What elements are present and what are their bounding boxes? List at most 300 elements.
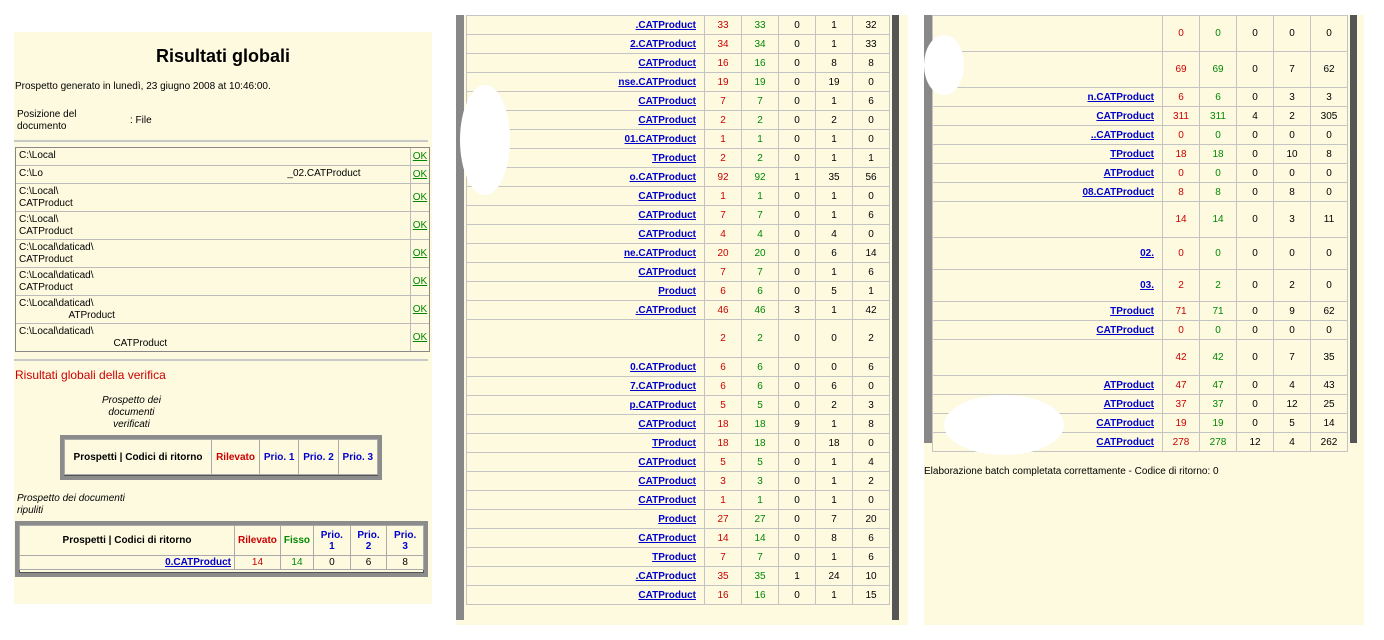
document-link[interactable]: 08.CATProduct [933,183,1163,202]
table-row [467,263,890,282]
table-row [933,238,1348,270]
value-prio1: 0 [779,16,816,35]
value-prio3: 8 [387,556,424,570]
col-rilevato: Rilevato [235,526,281,556]
cleaned-table [15,521,428,577]
document-link[interactable]: ATProduct [933,395,1163,414]
value-rilevato: 0 [1163,126,1200,145]
value-rilevato: 6 [705,282,742,301]
value-prio3: 15 [853,586,890,605]
value-prio1: 0 [314,556,351,570]
value-rilevato: 2 [705,111,742,130]
file-row [16,148,429,166]
value-prio3: 0 [853,187,890,206]
value-prio3: 0 [1311,183,1348,202]
value-prio3: 6 [853,529,890,548]
value-fisso: 7 [742,548,779,567]
value-fisso: 37 [1200,395,1237,414]
value-prio1: 0 [779,244,816,263]
value-rilevato: 14 [705,529,742,548]
document-link[interactable]: 7.CATProduct [467,377,705,396]
value-prio3: 62 [1311,52,1348,88]
file-row [16,268,429,296]
ok-link[interactable]: OK [412,192,428,203]
value-fisso: 0 [1200,16,1237,52]
table-row [467,529,890,548]
document-link[interactable]: CATProduct [467,529,705,548]
table-row [467,149,890,168]
ok-link[interactable]: OK [412,220,428,231]
value-fisso: 2 [1200,270,1237,302]
value-prio2: 1 [816,301,853,320]
value-prio1: 0 [1237,16,1274,52]
col-prio2: Prio. 2 [299,440,338,475]
table-row [933,107,1348,126]
document-link[interactable]: CATProduct [933,414,1163,433]
table-row [933,302,1348,321]
divider [14,140,428,142]
value-rilevato: 2 [705,320,742,358]
redaction [944,395,1064,455]
value-prio2: 2 [816,111,853,130]
value-fisso: 14 [742,529,779,548]
value-prio3: 1 [853,149,890,168]
value-rilevato: 0 [1163,16,1200,52]
ok-link[interactable]: OK [412,151,428,162]
table-row [467,92,890,111]
table-row [467,206,890,225]
position-label: Posizione del documento [17,109,77,132]
batch-status: Elaborazione batch completata correttamente - Codice di ritorno: 0 [924,466,1219,477]
value-fisso: 46 [742,301,779,320]
value-prio1: 0 [779,377,816,396]
file-list [15,147,430,352]
value-fisso: 2 [742,149,779,168]
cleaned-caption: Prospetto dei documenti ripuliti [17,493,125,516]
value-prio2: 1 [816,130,853,149]
value-prio3: 56 [853,168,890,187]
value-prio2: 9 [1274,302,1311,321]
value-fisso: 20 [742,244,779,263]
value-prio1: 0 [1237,302,1274,321]
document-link[interactable]: CATProduct [467,206,705,225]
value-prio2: 6 [350,556,387,570]
value-prio2: 4 [816,225,853,244]
value-fisso: 2 [742,111,779,130]
value-prio1: 0 [1237,321,1274,340]
table-row [467,111,890,130]
value-prio1: 9 [779,415,816,434]
document-link[interactable]: CATProduct [467,263,705,282]
value-rilevato: 6 [705,358,742,377]
value-rilevato: 5 [705,396,742,415]
table-row [467,567,890,586]
summary-panel [14,32,432,604]
value-fisso: 7 [742,92,779,111]
value-prio3: 33 [853,35,890,54]
value-fisso: 35 [742,567,779,586]
value-prio1: 0 [1237,164,1274,183]
document-link[interactable]: CATProduct [467,491,705,510]
value-rilevato: 278 [1163,433,1200,452]
value-prio1: 0 [779,92,816,111]
divider [14,359,428,361]
value-fisso: 1 [742,491,779,510]
ok-link[interactable]: OK [412,276,428,287]
value-rilevato: 7 [705,206,742,225]
table-row [933,16,1348,52]
value-prio3: 62 [1311,302,1348,321]
value-fisso: 4 [742,225,779,244]
document-link[interactable]: ATProduct [933,164,1163,183]
value-fisso: 71 [1200,302,1237,321]
value-fisso: 1 [742,187,779,206]
table-row [467,187,890,206]
value-prio2: 0 [1274,321,1311,340]
table-row [467,35,890,54]
document-link[interactable]: CATProduct [467,586,705,605]
document-link[interactable]: 2.CATProduct [467,35,705,54]
file-row [16,184,429,212]
value-fisso: 34 [742,35,779,54]
file-path: C:\Local [16,148,411,165]
document-link [933,52,1163,88]
table-row [467,54,890,73]
value-prio1: 4 [1237,107,1274,126]
document-link[interactable]: TProduct [467,548,705,567]
value-prio1: 0 [1237,145,1274,164]
value-prio2: 0 [816,320,853,358]
value-prio1: 0 [779,434,816,453]
value-prio2: 7 [1274,52,1311,88]
document-link[interactable]: .CATProduct [467,301,705,320]
value-prio3: 0 [853,130,890,149]
document-link[interactable]: 0.CATProduct [20,556,235,570]
document-link[interactable]: 03. [933,270,1163,302]
value-prio1: 0 [779,187,816,206]
document-link[interactable]: ..CATProduct [933,126,1163,145]
value-prio1: 0 [779,225,816,244]
table-row [467,453,890,472]
value-rilevato: 0 [1163,238,1200,270]
value-prio1: 3 [779,301,816,320]
table-row [467,434,890,453]
value-prio3: 10 [853,567,890,586]
table-row [933,202,1348,238]
document-link [467,320,705,358]
page-title: Risultati globali [155,46,290,66]
value-prio1: 0 [1237,52,1274,88]
table-row [933,183,1348,202]
table-row [467,130,890,149]
value-prio2: 0 [816,358,853,377]
value-fisso: 6 [742,282,779,301]
document-link[interactable]: 0.CATProduct [467,358,705,377]
value-prio1: 0 [779,472,816,491]
value-prio1: 0 [1237,340,1274,376]
document-link[interactable]: CATProduct [467,111,705,130]
value-rilevato: 2 [1163,270,1200,302]
value-prio3: 0 [1311,16,1348,52]
value-prio3: 32 [853,16,890,35]
verified-caption: Prospetto dei documenti verificati [102,395,161,430]
value-rilevato: 42 [1163,340,1200,376]
value-prio2: 19 [816,73,853,92]
value-fisso: 5 [742,453,779,472]
value-prio2: 8 [816,529,853,548]
value-rilevato: 7 [705,548,742,567]
col-prospetti: Prospetti | Codici di ritorno [20,526,235,556]
value-rilevato: 18 [705,434,742,453]
value-prio3: 2 [853,472,890,491]
value-prio3: 0 [1311,321,1348,340]
value-prio1: 0 [1237,376,1274,395]
file-path: C:\Lo _02.CATProduct [16,166,411,183]
value-rilevato: 4 [705,225,742,244]
col-prio3: Prio. 3 [338,440,377,475]
value-prio3: 0 [853,111,890,130]
value-fisso: 6 [742,358,779,377]
value-prio3: 305 [1311,107,1348,126]
value-rilevato: 6 [1163,88,1200,107]
file-path: C:\Local\daticad\ ATProduct [16,296,411,323]
document-link[interactable]: CATProduct [467,472,705,491]
value-prio2: 4 [1274,376,1311,395]
value-fisso: 18 [742,434,779,453]
value-rilevato: 0 [1163,321,1200,340]
value-prio2: 5 [816,282,853,301]
value-prio1: 0 [779,548,816,567]
document-link[interactable]: TProduct [467,149,705,168]
value-prio3: 6 [853,206,890,225]
value-fisso: 311 [1200,107,1237,126]
value-prio2: 1 [816,149,853,168]
value-prio1: 0 [779,510,816,529]
value-rilevato: 0 [1163,164,1200,183]
value-prio2: 0 [1274,126,1311,145]
value-fisso: 19 [742,73,779,92]
value-fisso: 33 [742,16,779,35]
value-rilevato: 35 [705,567,742,586]
value-prio1: 0 [779,54,816,73]
value-prio1: 0 [779,282,816,301]
value-prio2: 8 [1274,183,1311,202]
document-link[interactable]: ne.CATProduct [467,244,705,263]
value-rilevato: 7 [705,92,742,111]
value-prio2: 5 [1274,414,1311,433]
value-rilevato: 1 [705,187,742,206]
value-fisso: 0 [1200,321,1237,340]
left-border [456,15,464,620]
document-link[interactable]: o.CATProduct [467,168,705,187]
table-row [467,16,890,35]
value-prio1: 0 [779,206,816,225]
ok-link[interactable]: OK [412,304,428,315]
col-prio3: Prio. 3 [387,526,424,556]
value-prio1: 12 [1237,433,1274,452]
table-row [933,164,1348,183]
document-link[interactable]: CATProduct [467,92,705,111]
document-link[interactable]: Product [467,510,705,529]
value-prio2: 6 [816,244,853,263]
value-rilevato: 47 [1163,376,1200,395]
document-link[interactable]: p.CATProduct [467,396,705,415]
value-prio1: 0 [1237,395,1274,414]
value-rilevato: 19 [705,73,742,92]
value-prio3: 43 [1311,376,1348,395]
document-link[interactable]: TProduct [933,145,1163,164]
document-link[interactable]: .CATProduct [467,16,705,35]
document-link[interactable]: Product [467,282,705,301]
value-rilevato: 92 [705,168,742,187]
table-row [467,358,890,377]
value-fisso: 1 [742,130,779,149]
value-prio3: 11 [1311,202,1348,238]
document-link[interactable]: CATProduct [933,107,1163,126]
value-prio3: 0 [853,434,890,453]
value-prio2: 1 [816,16,853,35]
value-prio1: 0 [779,73,816,92]
verify-header: Risultati globali della verifica [15,368,166,382]
value-fisso: 0 [1200,126,1237,145]
file-path: C:\Local\ CATProduct [16,212,411,239]
value-rilevato: 20 [705,244,742,263]
value-fisso: 19 [1200,414,1237,433]
value-prio1: 0 [1237,88,1274,107]
ok-link[interactable]: OK [412,169,428,180]
value-fisso: 8 [1200,183,1237,202]
value-prio1: 0 [1237,126,1274,145]
value-prio1: 1 [779,567,816,586]
redaction [924,35,964,95]
ok-link[interactable]: OK [412,332,428,343]
document-link[interactable]: ATProduct [933,376,1163,395]
table-row [467,548,890,567]
value-prio2: 4 [1274,433,1311,452]
value-fisso: 47 [1200,376,1237,395]
value-prio3: 6 [853,263,890,282]
value-prio2: 12 [1274,395,1311,414]
document-link[interactable]: TProduct [933,302,1163,321]
value-prio1: 0 [779,149,816,168]
value-prio3: 8 [853,415,890,434]
value-prio3: 2 [853,320,890,358]
value-fisso: 14 [1200,202,1237,238]
document-link[interactable]: TProduct [467,434,705,453]
table-row [467,282,890,301]
document-link[interactable]: .CATProduct [467,567,705,586]
value-prio2: 1 [816,35,853,54]
file-row [16,296,429,324]
document-link[interactable]: CATProduct [933,433,1163,452]
file-row [16,240,429,268]
value-prio1: 0 [779,586,816,605]
table-row [933,88,1348,107]
value-prio2: 1 [816,472,853,491]
col-rilevato: Rilevato [212,440,260,475]
value-rilevato: 69 [1163,52,1200,88]
document-link [933,16,1163,52]
ok-link[interactable]: OK [412,248,428,259]
value-rilevato: 19 [1163,414,1200,433]
value-prio3: 8 [1311,145,1348,164]
file-row [16,212,429,240]
value-prio2: 18 [816,434,853,453]
value-prio1: 0 [779,130,816,149]
results-table [932,15,1348,452]
value-prio3: 0 [1311,164,1348,183]
value-fisso: 0 [1200,238,1237,270]
value-prio3: 0 [1311,238,1348,270]
value-prio2: 3 [1274,202,1311,238]
value-prio2: 2 [1274,270,1311,302]
value-prio3: 3 [1311,88,1348,107]
value-prio3: 14 [1311,414,1348,433]
scrollbar[interactable] [892,15,899,620]
value-fisso: 2 [742,320,779,358]
table-row [467,377,890,396]
value-prio3: 42 [853,301,890,320]
value-prio2: 1 [816,187,853,206]
col-prio1: Prio. 1 [260,440,299,475]
file-path: C:\Local\daticad\ CATProduct [16,268,411,295]
value-rilevato: 3 [705,472,742,491]
value-prio3: 14 [853,244,890,263]
value-prio1: 0 [779,111,816,130]
scrollbar[interactable] [1350,15,1357,443]
value-fisso: 27 [742,510,779,529]
value-prio2: 7 [1274,340,1311,376]
value-fisso: 7 [742,206,779,225]
table-row [933,126,1348,145]
value-rilevato: 18 [705,415,742,434]
value-fisso: 16 [742,54,779,73]
document-link[interactable]: n.CATProduct [933,88,1163,107]
value-fisso: 5 [742,396,779,415]
value-prio3: 35 [1311,340,1348,376]
value-fisso: 278 [1200,433,1237,452]
table-row [467,301,890,320]
value-prio3: 0 [1311,270,1348,302]
document-link[interactable]: CATProduct [467,225,705,244]
value-prio3: 25 [1311,395,1348,414]
table-row [467,491,890,510]
table-row [467,168,890,187]
value-prio2: 0 [1274,238,1311,270]
value-rilevato: 71 [1163,302,1200,321]
table-row [20,556,424,570]
value-prio2: 1 [816,206,853,225]
document-link [933,340,1163,376]
col-prio1: Prio. 1 [314,526,351,556]
document-link[interactable]: CATProduct [467,187,705,206]
document-link[interactable]: CATProduct [467,415,705,434]
document-link[interactable]: CATProduct [467,54,705,73]
value-prio1: 0 [779,491,816,510]
document-link[interactable]: nse.CATProduct [467,73,705,92]
value-rilevato: 14 [1163,202,1200,238]
document-link[interactable]: CATProduct [467,453,705,472]
value-prio3: 6 [853,358,890,377]
table-row [933,270,1348,302]
value-fisso: 6 [1200,88,1237,107]
value-prio1: 0 [779,35,816,54]
document-link[interactable]: 01.CATProduct [467,130,705,149]
document-link[interactable]: CATProduct [933,321,1163,340]
document-link[interactable]: 02. [933,238,1163,270]
value-fisso: 7 [742,263,779,282]
table-row [467,510,890,529]
